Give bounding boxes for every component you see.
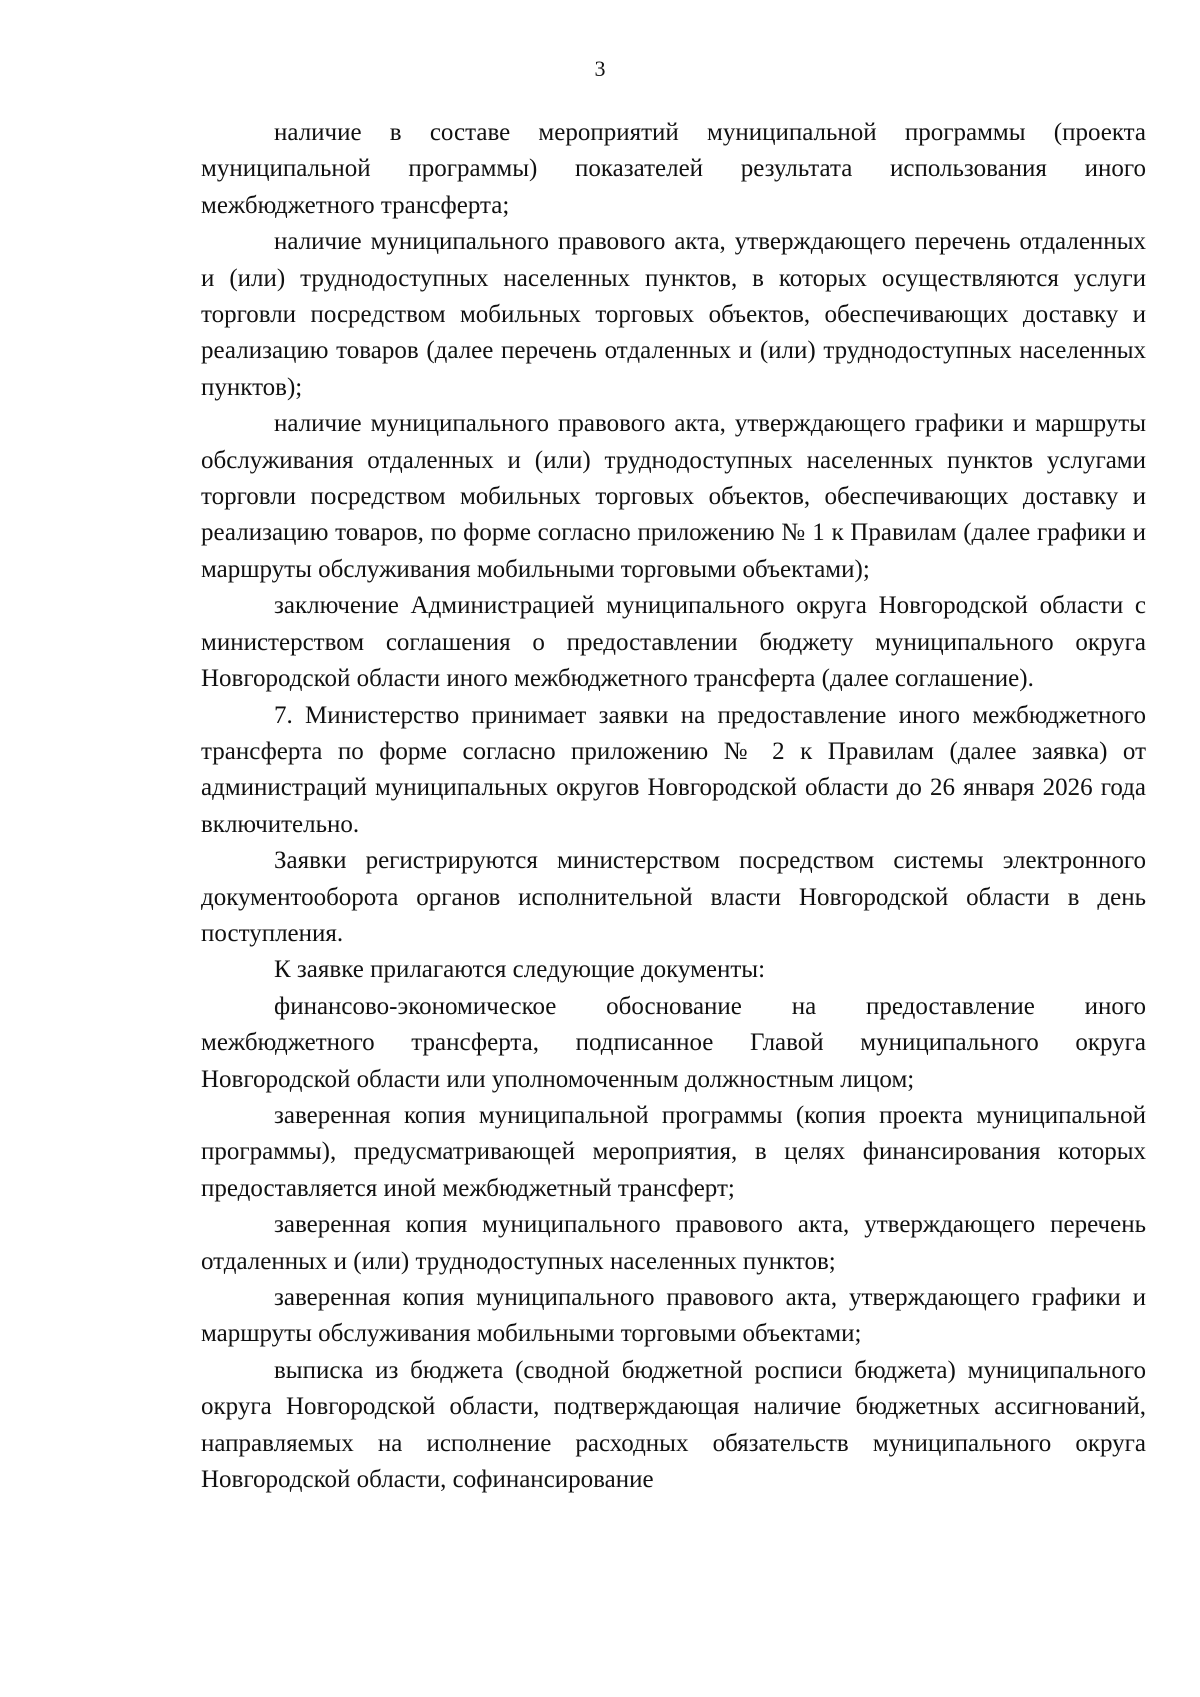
document-body [201,115,1146,1498]
paragraph-doc-budget-extract: выписка из бюджета (сводной бюджетной росписи бюджета) муниципального округа Новгородской области, подтверждающая наличие бюджетных ассигнований, направляемых на исполнение расходных обязательств муниципального округа Новгородской области, софинансирование [201,1356,1146,1494]
paragraph-condition-schedules-routes: наличие муниципального правового акта, утверждающего графики и маршруты обслуживания отдаленных и (или) труднодоступных населенных пунктов услугами торговли посредством мобильных торговых объектов, обеспечивающих доставку и реализацию товаров, по форме согласно приложению № 1 к Правилам (далее графики и маршруты обслуживания мобильными торговыми объектами); [201,410,1146,583]
paragraph-condition-agreement: заключение Администрацией муниципального округа Новгородской области с министерством соглашения о предоставлении бюджету муниципального округа Новгородской области иного межбюджетного трансферта (далее соглашение). [201,592,1146,693]
paragraph-doc-schedules-act-copy: заверенная копия муниципального правового акта, утверждающего графики и маршруты обслуживания мобильными торговыми объектами; [201,1284,1146,1348]
paragraph-doc-settlements-act-copy: заверенная копия муниципального правового акта, утверждающего перечень отдаленных и (или) труднодоступных населенных пунктов; [201,1211,1146,1275]
paragraph-application-registration: Заявки регистрируются министерством посредством системы электронного документооборота органов исполнительной власти Новгородской области в день поступления. [201,847,1146,947]
paragraph-item-7-applications: 7. Министерство принимает заявки на предоставление иного межбюджетного трансферта по форме согласно приложению № 2 к Правилам (далее заявка) от администраций муниципальных округов Новгородской области до 26 января 2026 года включительно. [201,701,1146,838]
paragraph-doc-program-copy: заверенная копия муниципальной программы (копия проекта муниципальной программы), предусматривающей мероприятия, в целях финансирования которых предоставляется иной межбюджетный трансферт; [201,1101,1146,1202]
page-number: 3 [594,56,606,81]
paragraph-doc-financial-justification: финансово-экономическое обоснование на предоставление иного межбюджетного трансферта, подписанное Главой муниципального округа Новгородской области или уполномоченным должностным лицом; [201,992,1146,1093]
paragraph-condition-program-indicators: наличие в составе мероприятий муниципальной программы (проекта муниципальной программы) показателей результата использования иного межбюджетного трансферта; [201,119,1146,219]
paragraph-condition-remote-settlements-list: наличие муниципального правового акта, утверждающего перечень отдаленных и (или) труднодоступных населенных пунктов, в которых осуществляются услуги торговли посредством мобильных торговых объектов, обеспечивающих доставку и реализацию товаров (далее перечень отдаленных и (или) труднодоступных населенных пунктов); [201,228,1146,401]
paragraph-attached-documents-intro: К заявке прилагаются следующие документы: [274,956,766,984]
